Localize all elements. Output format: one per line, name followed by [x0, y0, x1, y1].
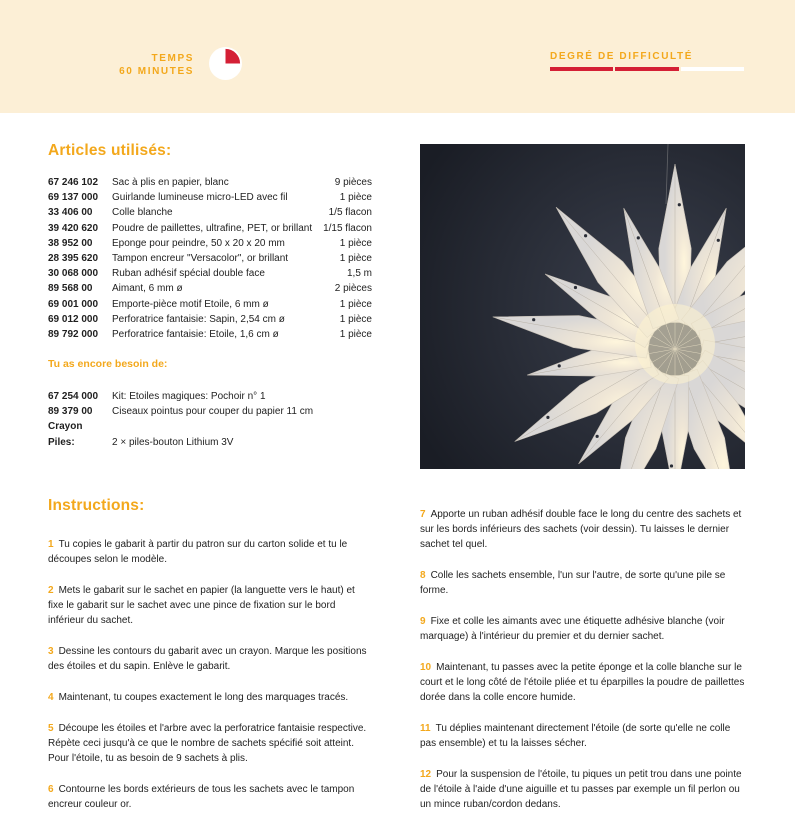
step-text: Découpe les étoiles et l'arbre avec la perforatrice fantaisie respective. Répète ceci jusqu'à ce que le nombre de sachets spécifié soit atteint. Pour l'étoile, tu as besoin de 9 sachets à plis.: [48, 722, 367, 765]
instruction-step: [420, 767, 746, 813]
step-text: Contourne les bords extérieurs de tous les sachets avec le tampon encreur couleur or.: [48, 783, 355, 810]
article-row: [48, 236, 372, 251]
instruction-step: [420, 507, 746, 553]
article-row: [48, 190, 372, 205]
step-number: 9: [420, 616, 426, 628]
article-quantity: 1 pièce: [339, 313, 372, 325]
article-quantity: 9 pièces: [334, 177, 372, 188]
step-text: Maintenant, tu passes avec la petite éponge et la colle blanche sur le court et le long côté de l'étoile pliée et tu éparpilles la poudre de paillettes dorée dans la colle encore humide.: [420, 661, 745, 704]
extra-description: Kit: Etoiles magiques: Pochoir n° 1: [112, 391, 266, 402]
article-quantity: 1/5 flacon: [328, 207, 372, 219]
step-number: 8: [420, 570, 426, 582]
instruction-step: [48, 583, 370, 629]
article-quantity: 1 pièce: [339, 253, 372, 265]
article-code: 28 395 620: [48, 253, 99, 265]
step-number: 11: [420, 723, 431, 735]
star-cutout: [532, 318, 535, 321]
star-lamp-photo: [420, 144, 745, 469]
article-code: 33 406 00: [48, 207, 93, 219]
instruction-step: [48, 690, 370, 705]
step-number: 5: [48, 722, 54, 734]
difficulty-bar-filled: [550, 67, 613, 71]
extra-code: 67 254 000: [48, 391, 99, 402]
time-info: [119, 52, 194, 78]
star-lamp-illustration: [420, 144, 745, 469]
instruction-step: [420, 568, 746, 598]
extra-code: 89 379 00: [48, 406, 93, 418]
step-text: Tu copies le gabarit à partir du patron sur du carton solide et tu le découpes selon le modèle.: [48, 539, 348, 566]
articles-title: Articles utilisés:: [48, 142, 172, 159]
step-number: 10: [420, 661, 432, 673]
article-row: [48, 281, 372, 296]
star-cutout: [596, 435, 599, 438]
step-number: 4: [48, 691, 54, 703]
article-quantity: 2 pièces: [334, 283, 372, 295]
article-quantity: 1 pièce: [339, 237, 372, 249]
article-description: Ruban adhésif spécial double face: [112, 268, 265, 280]
step-number: 6: [48, 783, 54, 795]
article-row: [48, 266, 372, 281]
step-text: Maintenant, tu coupes exactement le long des marquages tracés.: [58, 691, 349, 703]
instructions-right-column: [420, 507, 746, 828]
article-description: Guirlande lumineuse micro-LED avec fil: [112, 192, 288, 204]
article-description: Tampon encreur "Versacolor", or brillant: [112, 253, 289, 265]
instruction-step: [48, 782, 370, 812]
article-description: Sac à plis en papier, blanc: [112, 177, 229, 188]
extra-code: Piles:: [48, 436, 75, 448]
articles-list: [48, 175, 372, 342]
article-description: Aimant, 6 mm ø: [112, 283, 183, 295]
article-description: Perforatrice fantaisie: Sapin, 2,54 cm ø: [112, 313, 285, 325]
step-text: Mets le gabarit sur le sachet en papier (la languette vers le haut) et fixe le gabarit sur le sachet avec une pince de fixation sur le bord inférieur du sachet.: [48, 584, 355, 627]
article-description: Poudre de paillettes, ultrafine, PET, or brillant: [112, 222, 313, 234]
difficulty-label: DEGRÉ DE DIFFICULTÉ: [550, 51, 693, 62]
instruction-step: [48, 537, 370, 567]
step-number: 2: [48, 584, 54, 596]
article-description: Emporte-pièce motif Etoile, 6 mm ø: [112, 298, 269, 310]
star-cutout: [717, 239, 720, 242]
extra-title: Tu as encore besoin de:: [48, 358, 168, 370]
extra-code: Crayon: [48, 421, 83, 433]
article-row: [48, 251, 372, 266]
step-number: 1: [48, 539, 54, 550]
article-quantity: 1 pièce: [339, 298, 372, 310]
step-number: 7: [420, 509, 426, 520]
article-quantity: 1,5 m: [346, 268, 372, 280]
article-code: 39 420 620: [48, 222, 99, 234]
extra-row: [48, 404, 368, 419]
instruction-step: [420, 721, 746, 751]
article-quantity: 1/15 flacon: [323, 222, 372, 234]
step-text: Colle les sachets ensemble, l'un sur l'autre, de sorte qu'une pile se forme.: [420, 570, 726, 597]
time-label: TEMPS: [151, 53, 194, 64]
article-row: [48, 312, 372, 327]
article-row: [48, 205, 372, 220]
extra-row: [48, 419, 368, 434]
article-quantity: 1 pièce: [339, 192, 372, 204]
instruction-step: [48, 721, 370, 767]
step-text: Tu déplies maintenant directement l'étoile (de sorte qu'elle ne colle pas ensemble) et tu la laisses sécher.: [420, 723, 731, 750]
step-number: 3: [48, 646, 54, 658]
article-code: 69 012 000: [48, 313, 99, 325]
article-description: Colle blanche: [112, 207, 173, 219]
extra-list: [48, 389, 368, 450]
instructions-left-column: [48, 537, 370, 828]
difficulty-bar-empty: [681, 67, 744, 71]
difficulty-bar-filled: [615, 67, 678, 71]
star-cutout: [558, 364, 561, 367]
article-code: 89 568 00: [48, 283, 93, 295]
article-quantity: 1 pièce: [339, 329, 372, 341]
step-number: 12: [420, 768, 432, 780]
star-cutout: [574, 286, 577, 289]
article-row: [48, 327, 372, 342]
star-cutout: [678, 203, 681, 206]
star-cutout: [546, 416, 549, 419]
step-text: Pour la suspension de l'étoile, tu piques un petit trou dans une pointe de l'étoile à l'aide d'une aiguille et tu passes par exemple un fil perlon ou un mince ruban/cordon dedans.: [420, 768, 742, 811]
clock-fill-wedge: [226, 49, 241, 64]
extra-row: [48, 389, 368, 404]
article-row: [48, 221, 372, 236]
time-value: 60 MINUTES: [119, 66, 194, 77]
star-cutout: [637, 236, 640, 239]
instruction-step: [420, 614, 746, 644]
article-code: 67 246 102: [48, 177, 99, 188]
clock-icon: [208, 46, 243, 81]
article-code: 38 952 00: [48, 237, 93, 249]
difficulty-meter: [550, 67, 744, 71]
article-description: Perforatrice fantaisie: Etoile, 1,6 cm ø: [112, 329, 279, 341]
extra-row: [48, 435, 368, 450]
article-description: Eponge pour peindre, 50 x 20 x 20 mm: [112, 237, 285, 249]
instruction-step: [48, 644, 370, 674]
article-row: [48, 297, 372, 312]
step-text: Fixe et colle les aimants avec une étiquette adhésive blanche (voir marquage) à l'intérieur du premier et du dernier sachet.: [420, 616, 725, 643]
instruction-step: [420, 660, 746, 706]
header-band: [0, 0, 795, 113]
article-code: 30 068 000: [48, 268, 99, 280]
extra-description: Ciseaux pointus pour couper du papier 11 cm: [112, 406, 314, 418]
article-row: [48, 175, 372, 190]
star-cutout: [584, 234, 587, 237]
extra-description: [112, 419, 368, 434]
step-text: Dessine les contours du gabarit avec un crayon. Marque les positions des étoiles et du sapin. Enlève le gabarit.: [48, 646, 367, 673]
article-code: 89 792 000: [48, 329, 99, 341]
star-cutout: [670, 464, 673, 467]
extra-description: 2 × piles-bouton Lithium 3V: [112, 436, 234, 448]
instructions-title: Instructions:: [48, 497, 145, 514]
step-text: Apporte un ruban adhésif double face le long du centre des sachets et sur les bords inférieurs des sachets (voir dessin). Tu laisses le dernier sachet tel quel.: [420, 509, 742, 551]
article-code: 69 137 000: [48, 192, 99, 204]
article-code: 69 001 000: [48, 298, 99, 310]
